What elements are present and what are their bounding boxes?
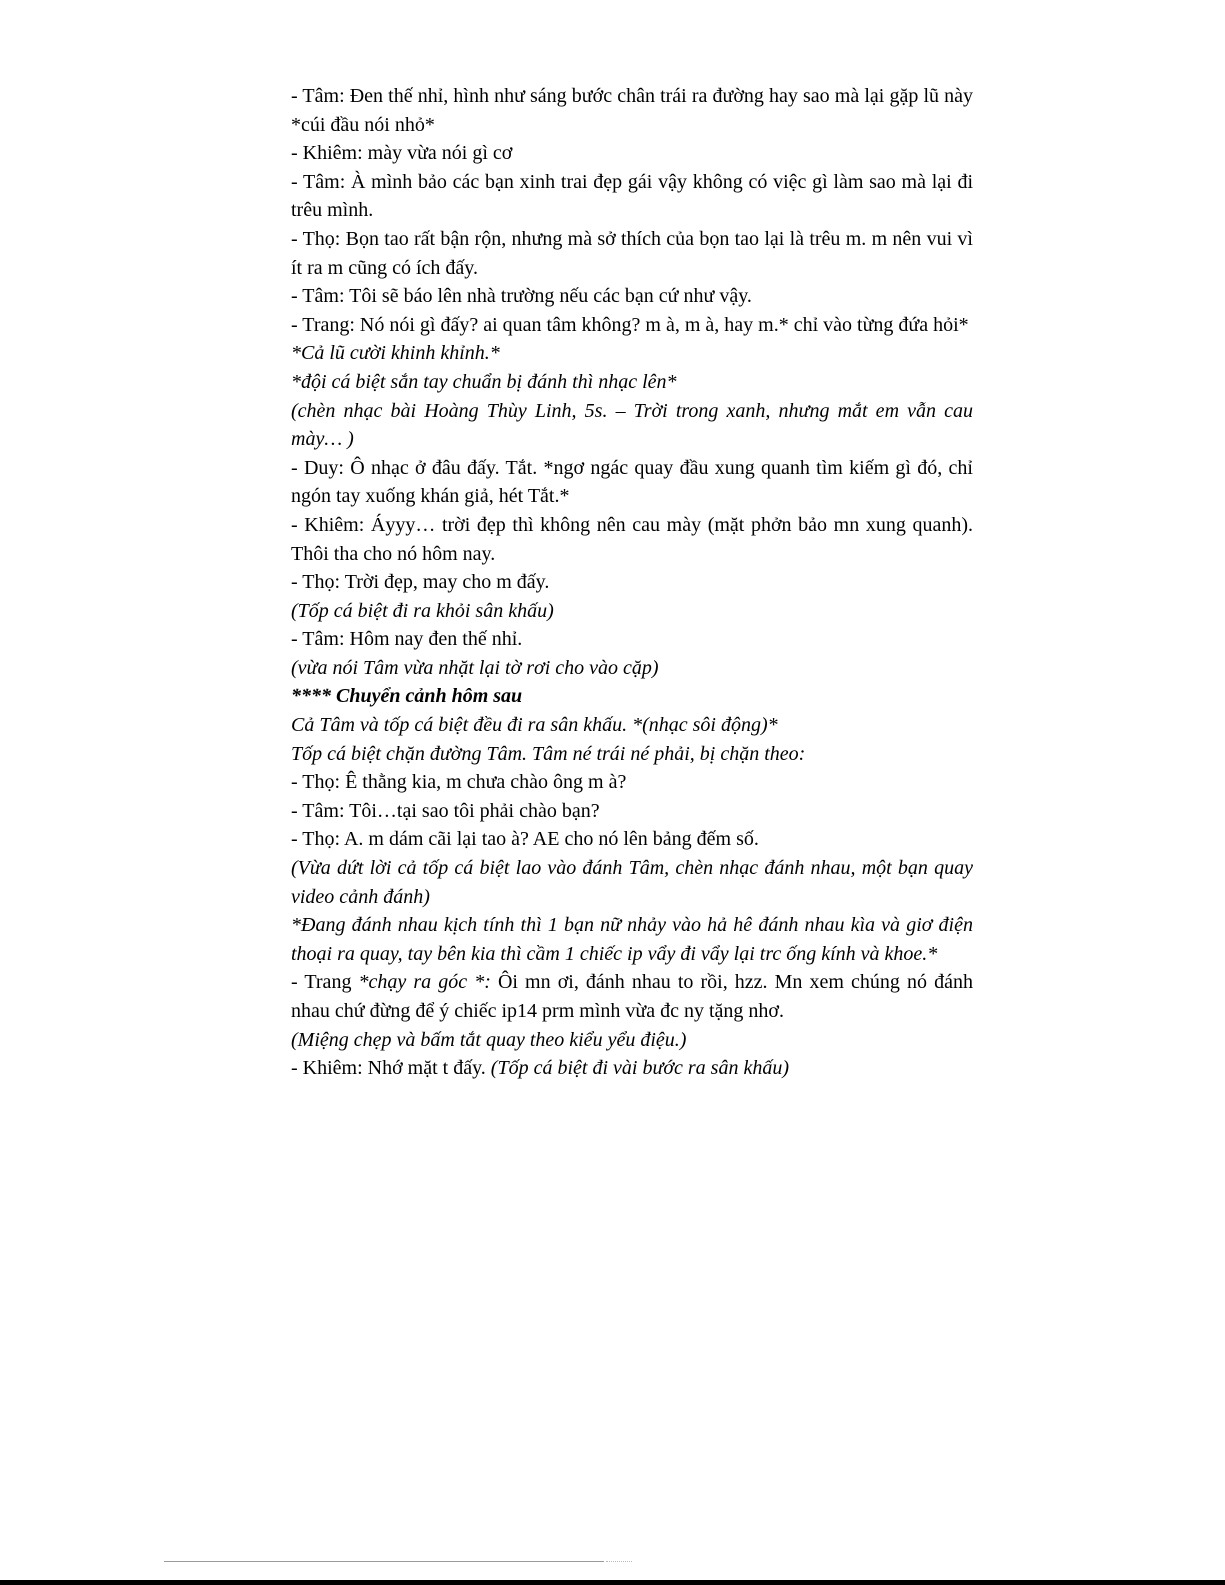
dialogue-line: - Thọ: Trời đẹp, may cho m đấy.: [291, 571, 550, 594]
inline-direction: *chạy ra góc *:: [358, 971, 491, 994]
dialogue-line: - Khiêm: Áyyy… trời đẹp thì không nên cau mày (mặt phởn bảo mn xung quanh). Thôi tha cho nó hôm nay.: [291, 513, 973, 565]
stage-direction: (Tốp cá biệt đi ra khỏi sân khấu): [291, 599, 554, 622]
dialogue-text: - Khiêm: Nhớ mặt t đấy.: [291, 1057, 491, 1080]
dialogue-line: - Thọ: Ê thằng kia, m chưa chào ông m à?: [291, 771, 627, 794]
dialogue-line: - Tâm: Tôi sẽ báo lên nhà trường nếu các bạn cứ như vậy.: [291, 285, 752, 308]
dialogue-line: - Thọ: Bọn tao rất bận rộn, nhưng mà sở thích của bọn tao lại là trêu m. m nên vui vì ít ra m cũng có ích đấy.: [291, 227, 973, 279]
dialogue-line: - Khiêm: mày vừa nói gì cơ: [291, 142, 513, 165]
stage-direction: *Đang đánh nhau kịch tính thì 1 bạn nữ nhảy vào hả hê đánh nhau kìa và giơ điện thoại ra quay, tay bên kia thì cầm 1 chiếc ip vẩy đi vẩy lại trc ống kính và khoe.*: [291, 914, 973, 965]
dialogue-line: - Thọ: A. m dám cãi lại tao à? AE cho nó lên bảng đếm số.: [291, 828, 759, 851]
dialogue-line: - Trang: Nó nói gì đấy? ai quan tâm không? m à, m à, hay m.* chỉ vào từng đứa hỏi*: [291, 313, 969, 336]
dialogue-line: [291, 1054, 973, 1083]
stage-direction: (Miệng chẹp và bấm tắt quay theo kiểu yểu điệu.): [291, 1028, 687, 1051]
footnote-separator: [164, 1561, 604, 1562]
stage-direction: Tốp cá biệt chặn đường Tâm. Tâm né trái né phải, bị chặn theo:: [291, 742, 806, 765]
dialogue-line: - Tâm: Đen thế nhỉ, hình như sáng bước chân trái ra đường hay sao mà lại gặp lũ này *cúi đầu nói nhỏ*: [291, 85, 973, 136]
dialogue-line: - Tâm: Hôm nay đen thế nhỉ.: [291, 628, 523, 651]
stage-direction: (vừa nói Tâm vừa nhặt lại tờ rơi cho vào cặp): [291, 656, 659, 679]
page-bottom-edge: [0, 1580, 1225, 1585]
stage-direction: (Vừa dứt lời cả tốp cá biệt lao vào đánh Tâm, chèn nhạc đánh nhau, một bạn quay video cảnh đánh): [291, 857, 973, 908]
scene-heading: **** Chuyển cảnh hôm sau: [291, 685, 523, 708]
speaker-label: - Trang: [291, 971, 359, 994]
inline-direction: (Tốp cá biệt đi vài bước ra sân khấu): [490, 1057, 789, 1080]
dialogue-text: Ôi mn ơi, đánh nhau to rồi, hzz. Mn xem chúng nó đánh nhau chứ đừng để ý chiếc ip14 prm mình vừa đc ny tặng nhơ.: [291, 971, 973, 1022]
stage-direction: *Cả lũ cười khinh khỉnh.*: [291, 342, 500, 365]
dialogue-line: - Tâm: Tôi…tại sao tôi phải chào bạn?: [291, 799, 600, 822]
script-body: [291, 82, 973, 1083]
dialogue-line: [291, 968, 973, 1025]
footnote-separator-tail: [606, 1561, 632, 1562]
stage-direction: Cả Tâm và tốp cá biệt đều đi ra sân khấu. *(nhạc sôi động)*: [291, 714, 778, 737]
stage-direction: (chèn nhạc bài Hoàng Thùy Linh, 5s. – Trời trong xanh, nhưng mắt em vẫn cau mày… ): [291, 399, 973, 451]
stage-direction: *đội cá biệt sắn tay chuẩn bị đánh thì nhạc lên*: [291, 370, 677, 393]
dialogue-line: - Duy: Ô nhạc ở đâu đấy. Tắt. *ngơ ngác quay đầu xung quanh tìm kiếm gì đó, chỉ ngón tay xuống khán giả, hét Tắt.*: [291, 456, 973, 508]
dialogue-line: - Tâm: À mình bảo các bạn xinh trai đẹp gái vậy không có việc gì làm sao mà lại đi trêu mình.: [291, 170, 973, 222]
